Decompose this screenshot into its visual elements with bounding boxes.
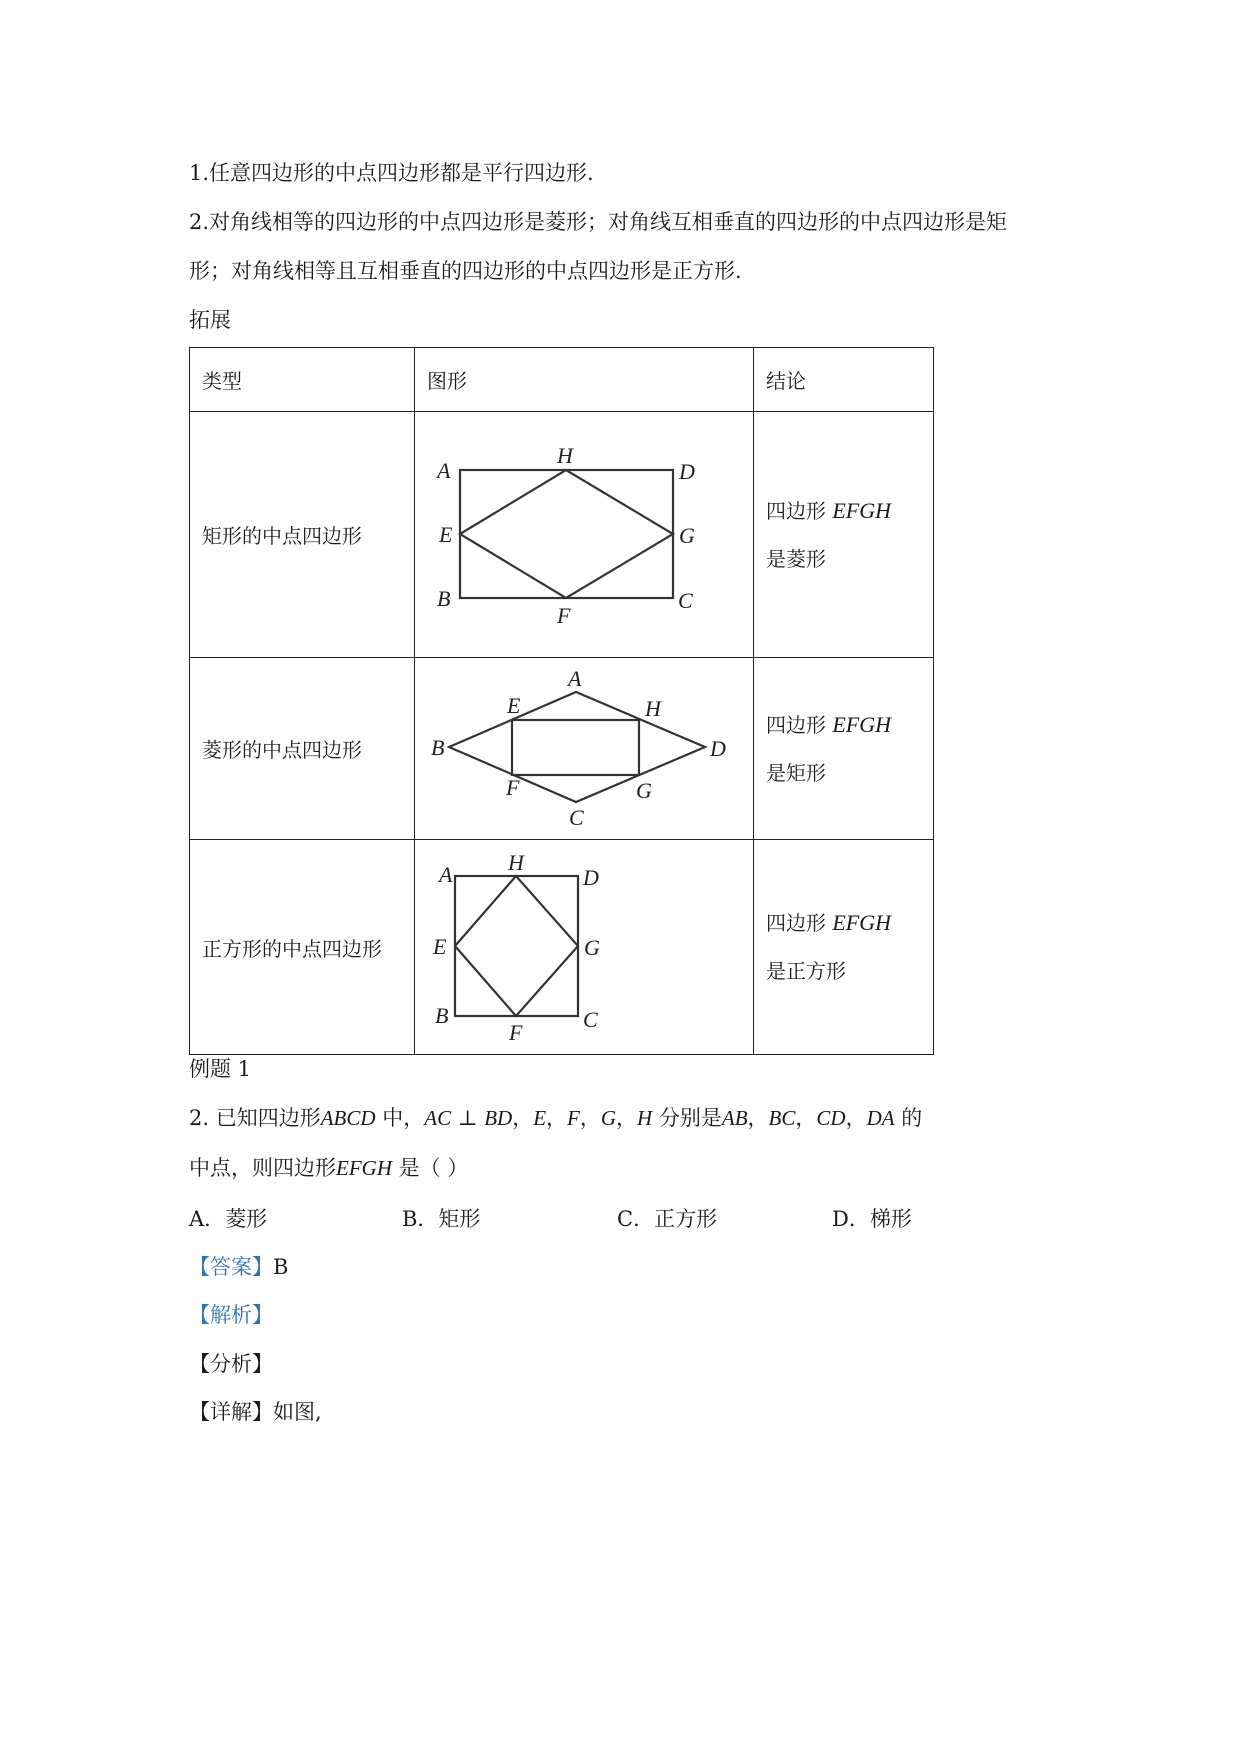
quadrilateral-efgh [512, 720, 639, 775]
question-text: ， [795, 1106, 817, 1130]
rectangle-abcd [460, 470, 673, 598]
question-var: E [533, 1106, 547, 1130]
question-text: 是（ ） [392, 1156, 469, 1180]
figure-cell [415, 658, 754, 840]
question-text: 中， [375, 1106, 425, 1130]
label-B: B [435, 1003, 449, 1028]
option-c: C．正方形 [617, 1207, 718, 1231]
detail-text: 如图, [273, 1400, 322, 1424]
label-D: D [583, 865, 599, 890]
quadrilateral-efgh [455, 876, 578, 1016]
option-b: B．矩形 [402, 1207, 481, 1231]
conclusion-var: EFGH [832, 711, 892, 737]
question-line1 [189, 1104, 922, 1132]
extension-table [189, 347, 934, 1055]
question-var: G [600, 1106, 617, 1130]
label-E: E [439, 522, 453, 547]
label-H: H [508, 850, 524, 875]
option-d: D．梯形 [832, 1207, 912, 1231]
square-midpoint-figure [415, 840, 751, 1049]
header-conclusion: 结论 [754, 348, 934, 412]
table-row-rectangle [190, 412, 934, 658]
question-var: AC [424, 1106, 452, 1130]
question-text: ， [512, 1106, 534, 1130]
example-heading: 例题 1 [189, 1057, 252, 1081]
conclusion-suffix: 是正方形 [766, 959, 846, 983]
label-H: H [557, 443, 573, 468]
question-number: 2. [189, 1106, 210, 1130]
answer-value: B [273, 1255, 289, 1279]
rhombus-midpoint-figure [415, 658, 751, 834]
quadrilateral-efgh [460, 470, 673, 598]
header-figure: 图形 [415, 348, 754, 412]
label-D: D [710, 736, 726, 761]
label-A: A [439, 862, 453, 887]
conclusion-cell [754, 412, 934, 658]
perpendicular-symbol: ⊥ [451, 1106, 485, 1130]
label-H: H [645, 696, 661, 721]
question-var: DA [866, 1106, 895, 1130]
type-cell: 正方形的中点四边形 [190, 840, 415, 1055]
conclusion-prefix: 四边形 [766, 498, 826, 523]
extension-heading: 拓展 [189, 308, 231, 332]
table-row-square [190, 840, 934, 1055]
label-G: G [636, 778, 652, 803]
question-var: H [637, 1106, 653, 1130]
label-C: C [583, 1007, 598, 1032]
question-var: CD [816, 1106, 846, 1130]
property-1: 1.任意四边形的中点四边形都是平行四边形. [189, 161, 594, 185]
question-text: 分别是 [652, 1106, 722, 1130]
analysis-label: 【解析】 [189, 1303, 273, 1327]
table-row-rhombus [190, 658, 934, 840]
question-var: F [567, 1106, 580, 1130]
label-F: F [506, 775, 520, 800]
conclusion-suffix: 是矩形 [766, 760, 826, 785]
table-header-row [190, 348, 934, 412]
label-E: E [433, 934, 447, 959]
header-type: 类型 [190, 348, 415, 412]
question-text: ， [616, 1106, 638, 1130]
fenxi-label: 【分析】 [189, 1352, 273, 1376]
label-G: G [679, 523, 695, 548]
answer-line [189, 1253, 288, 1281]
rhombus-abcd [449, 692, 705, 802]
conclusion-prefix: 四边形 [766, 911, 826, 935]
question-var: EFGH [336, 1156, 392, 1180]
answer-label: 【答案】 [189, 1255, 273, 1279]
label-A: A [568, 666, 582, 691]
label-B: B [431, 735, 445, 760]
label-F: F [557, 603, 571, 628]
question-text: 中点，则四边形 [189, 1156, 336, 1180]
label-C: C [678, 588, 693, 613]
question-var: BD [484, 1106, 513, 1130]
conclusion-cell [754, 840, 934, 1055]
label-G: G [584, 935, 600, 960]
label-F: F [509, 1020, 523, 1045]
question-text: 的 [894, 1106, 923, 1130]
question-text: ， [579, 1106, 601, 1130]
label-B: B [437, 586, 451, 611]
property-2-line2: 形；对角线相等且互相垂直的四边形的中点四边形是正方形. [189, 259, 742, 283]
conclusion-var: EFGH [832, 910, 892, 935]
type-cell: 菱形的中点四边形 [190, 658, 415, 840]
property-2-line1: 2.对角线相等的四边形的中点四边形是菱形；对角线互相垂直的四边形的中点四边形是矩 [189, 210, 1008, 234]
conclusion-cell [754, 658, 934, 840]
conclusion-var: EFGH [832, 497, 892, 523]
label-D: D [679, 459, 695, 484]
detail-line [189, 1398, 322, 1426]
label-E: E [507, 693, 521, 718]
question-var: ABCD [320, 1106, 376, 1130]
figure-cell [415, 412, 754, 658]
square-abcd [455, 876, 578, 1016]
question-var: BC [768, 1106, 796, 1130]
conclusion-prefix: 四边形 [766, 712, 826, 737]
rectangle-midpoint-figure [415, 412, 751, 652]
question-line2 [189, 1154, 468, 1182]
question-text: 已知四边形 [215, 1106, 321, 1130]
detail-label: 【详解】 [189, 1400, 273, 1424]
question-text: ， [546, 1106, 568, 1130]
label-A: A [437, 458, 451, 483]
type-cell: 矩形的中点四边形 [190, 412, 415, 658]
figure-cell [415, 840, 754, 1055]
conclusion-suffix: 是菱形 [766, 546, 826, 571]
label-C: C [569, 805, 584, 830]
question-var: AB [721, 1106, 748, 1130]
option-a: A．菱形 [189, 1207, 268, 1231]
question-text: ， [747, 1106, 769, 1130]
question-text: ， [845, 1106, 867, 1130]
